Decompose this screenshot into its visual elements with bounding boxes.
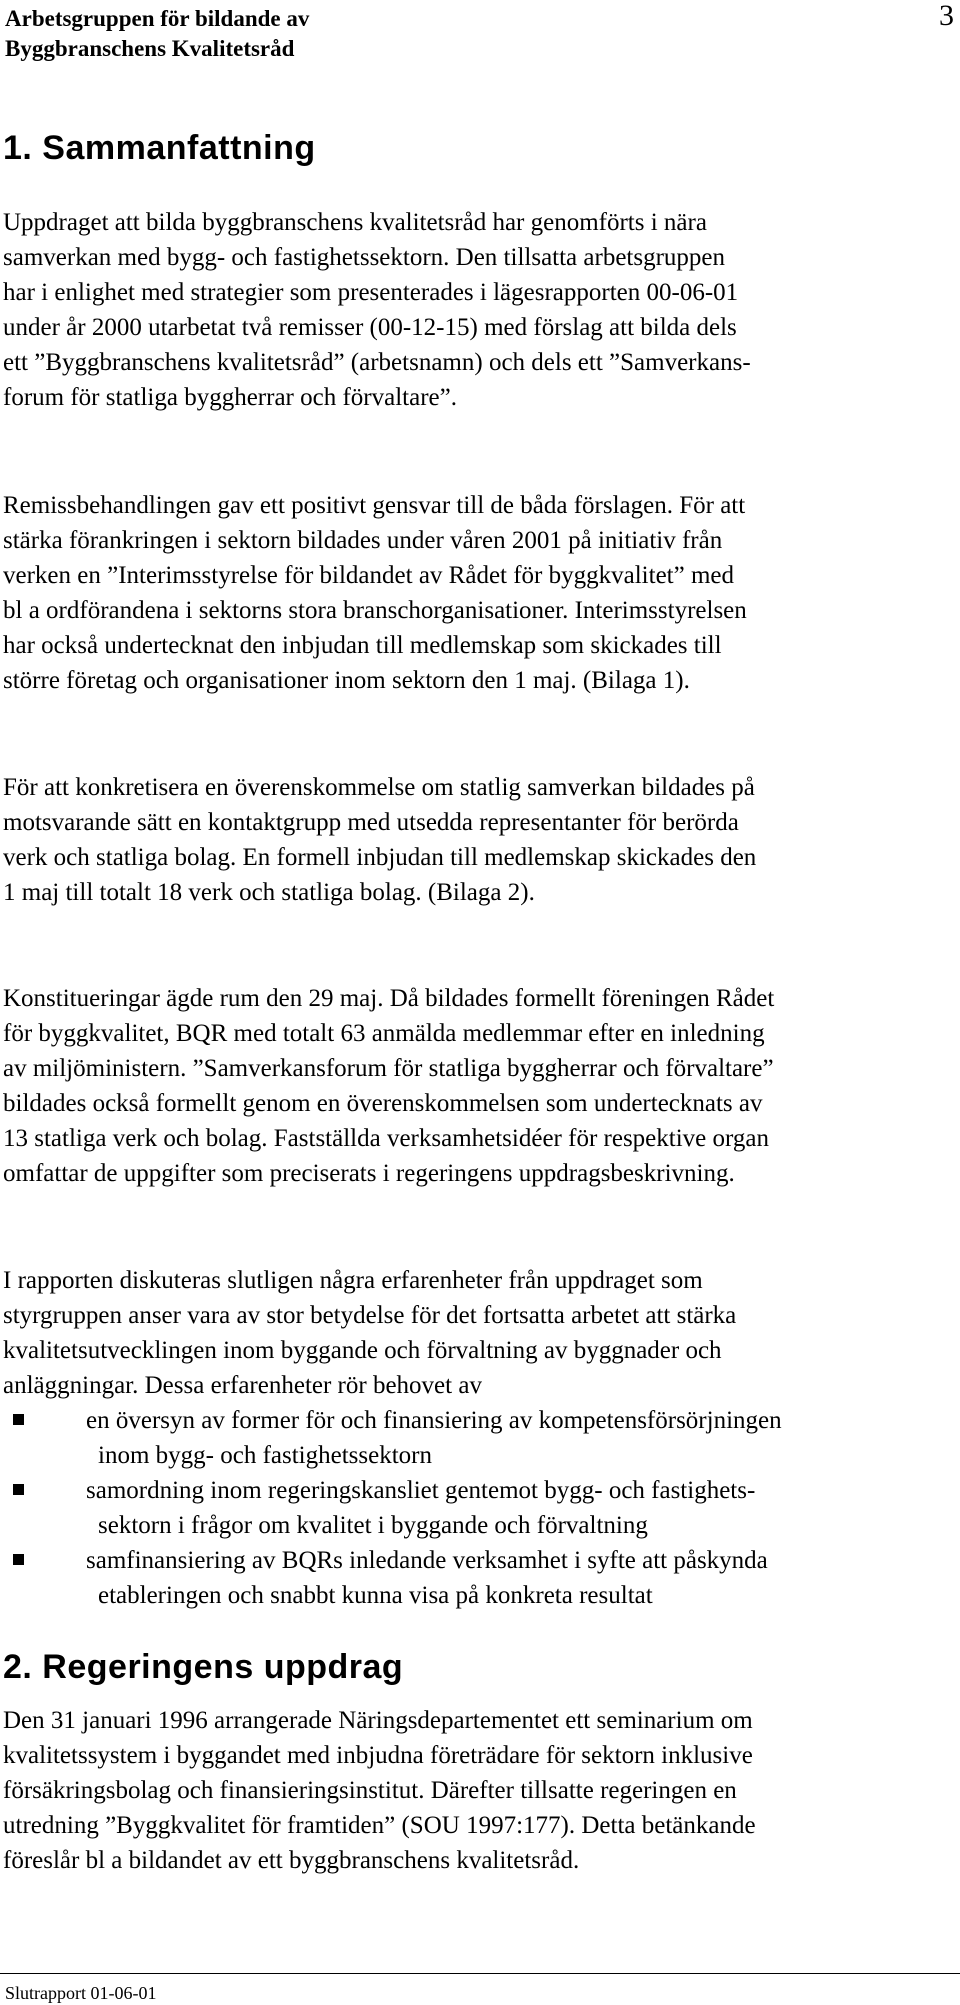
text-line: för byggkvalitet, BQR med totalt 63 anmälda medlemmar efter en inledning — [3, 1020, 765, 1047]
list-item-line: inom bygg- och fastighetssektorn — [98, 1442, 432, 1469]
list-item-line: sektorn i frågor om kvalitet i byggande och förvaltning — [98, 1512, 648, 1539]
list-item-line: etableringen och snabbt kunna visa på konkreta resultat — [98, 1582, 653, 1609]
text-line: av miljöministern. ”Samverkansforum för statliga byggherrar och förvaltare” — [3, 1055, 774, 1082]
text-line: bl a ordförandena i sektorns stora branschorganisationer. Interimsstyrelsen — [3, 597, 747, 624]
text-line: samverkan med bygg- och fastighetssektorn. Den tillsatta arbetsgruppen — [3, 244, 726, 271]
section-heading-sammanfattning: 1. Sammanfattning — [3, 129, 316, 167]
page-number: 3 — [939, 0, 954, 32]
text-line: större företag och organisationer inom sektorn den 1 maj. (Bilaga 1). — [3, 667, 690, 694]
text-line: anläggningar. Dessa erfarenheter rör behovet av — [3, 1372, 482, 1399]
text-line: bildades också formellt genom en överenskommelsen som undertecknats av — [3, 1090, 763, 1117]
text-line: verk och statliga bolag. En formell inbjudan till medlemskap skickades den — [3, 844, 757, 871]
text-line: kvalitetsutvecklingen inom byggande och förvaltning av byggnader och — [3, 1337, 722, 1364]
header-line-2: Byggbranschens Kvalitetsråd — [5, 36, 295, 61]
paragraph-erfarenheter — [3, 1263, 953, 1403]
running-header — [5, 4, 309, 64]
text-line: ett ”Byggbranschens kvalitetsråd” (arbetsnamn) och dels ett ”Samverkans- — [3, 349, 751, 376]
text-line: forum för statliga byggherrar och förvaltare”. — [3, 384, 457, 411]
text-line: har i enlighet med strategier som presenterades i lägesrapporten 00-06-01 — [3, 279, 739, 306]
text-line: 13 statliga verk och bolag. Fastställda verksamhetsidéer för respektive organ — [3, 1125, 769, 1152]
text-line: Uppdraget att bilda byggbranschens kvalitetsråd har genomförts i nära — [3, 209, 707, 236]
text-line: Den 31 januari 1996 arrangerade Näringsdepartementet ett seminarium om — [3, 1707, 753, 1734]
paragraph-uppdraget — [3, 205, 953, 415]
text-line: I rapporten diskuteras slutligen några erfarenheter från uppdraget som — [3, 1267, 703, 1294]
header-line-1: Arbetsgruppen för bildande av — [5, 6, 310, 31]
bullet-list — [0, 1403, 950, 1613]
paragraph-seminarium — [3, 1703, 953, 1878]
section-heading-regeringens-uppdrag: 2. Regeringens uppdrag — [3, 1648, 404, 1686]
footer-text: Slutrapport 01-06-01 — [5, 1983, 157, 2003]
text-line: stärka förankringen i sektorn bildades under våren 2001 på initiativ från — [3, 527, 723, 554]
text-line: försäkringsbolag och finansieringsinstitut. Därefter tillsatte regeringen en — [3, 1777, 737, 1804]
list-item — [0, 1543, 950, 1613]
list-item-line: en översyn av former för och finansiering av kompetensförsörjningen — [86, 1407, 782, 1434]
paragraph-remissbehandlingen — [3, 488, 953, 698]
text-line: utredning ”Byggkvalitet för framtiden” (SOU 1997:177). Detta betänkande — [3, 1812, 756, 1839]
square-bullet-icon — [13, 1414, 24, 1425]
text-line: verken en ”Interimsstyrelse för bildandet av Rådet för byggkvalitet” med — [3, 562, 734, 589]
square-bullet-icon — [13, 1554, 24, 1565]
text-line: har också undertecknat den inbjudan till medlemskap som skickades till — [3, 632, 722, 659]
list-item — [0, 1473, 950, 1543]
text-line: under år 2000 utarbetat två remisser (00-12-15) med förslag att bilda dels — [3, 314, 737, 341]
paragraph-konstitueringar — [3, 981, 953, 1191]
text-line: För att konkretisera en överenskommelse om statlig samverkan bildades på — [3, 774, 755, 801]
text-line: motsvarande sätt en kontaktgrupp med utsedda representanter för berörda — [3, 809, 739, 836]
list-item-line: samfinansiering av BQRs inledande verksamhet i syfte att påskynda — [86, 1547, 768, 1574]
list-item-line: samordning inom regeringskansliet gentemot bygg- och fastighets- — [86, 1477, 756, 1504]
text-line: omfattar de uppgifter som preciserats i regeringens uppdragsbeskrivning. — [3, 1160, 735, 1187]
text-line: 1 maj till totalt 18 verk och statliga bolag. (Bilaga 2). — [3, 879, 535, 906]
paragraph-konkretisera — [3, 770, 953, 910]
text-line: Konstitueringar ägde rum den 29 maj. Då bildades formellt föreningen Rådet — [3, 985, 775, 1012]
list-item — [0, 1403, 950, 1473]
footer-rule — [0, 1973, 960, 1974]
square-bullet-icon — [13, 1484, 24, 1495]
text-line: styrgruppen anser vara av stor betydelse för det fortsatta arbetet att stärka — [3, 1302, 737, 1329]
text-line: Remissbehandlingen gav ett positivt gensvar till de båda förslagen. För att — [3, 492, 746, 519]
text-line: kvalitetssystem i byggandet med inbjudna företrädare för sektorn inklusive — [3, 1742, 753, 1769]
text-line: föreslår bl a bildandet av ett byggbranschens kvalitetsråd. — [3, 1847, 580, 1874]
